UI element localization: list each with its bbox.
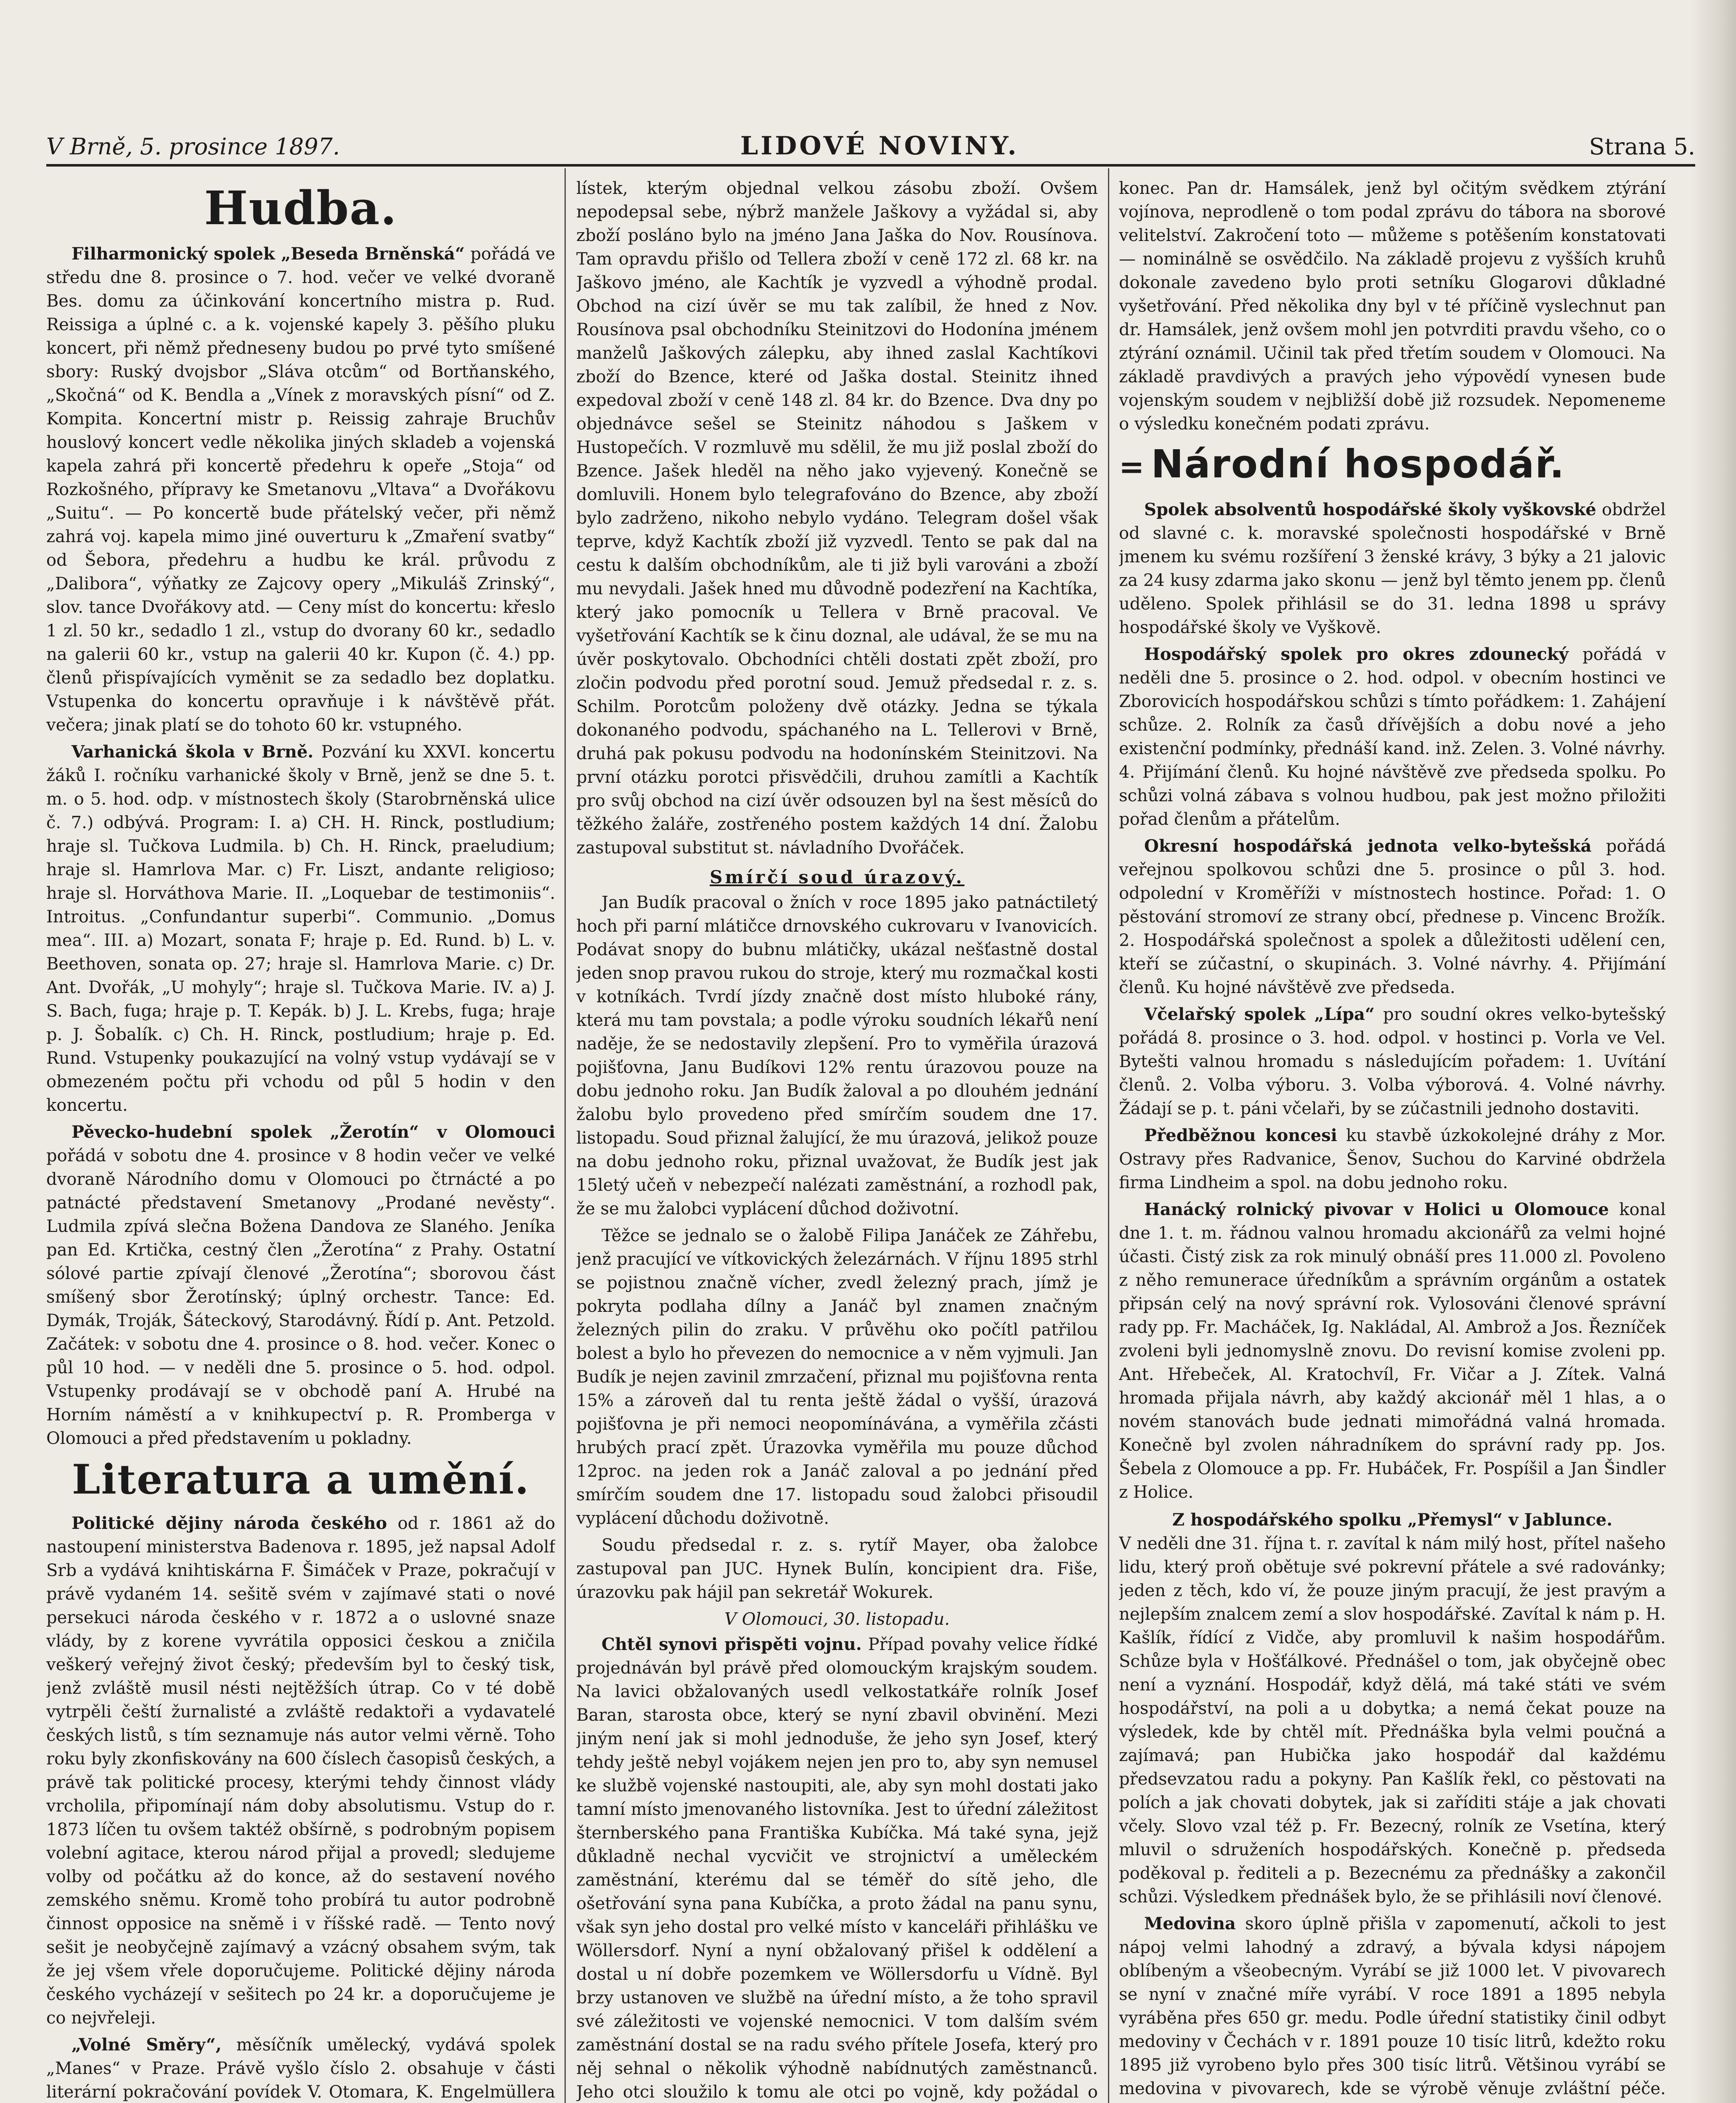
article-lead: Hanácký rolnický pivovar v Holici u Olomouce: [1144, 1200, 1609, 1219]
article-lead: Z hospodářského spolku „Přemysl“ v Jablunce.: [1172, 1510, 1613, 1530]
article: [1119, 834, 1666, 999]
article-lead: Včelařský spolek „Lípa“: [1144, 1004, 1375, 1024]
article-lead: Pěvecko-hudební spolek „Žerotín“ v Olomouci: [72, 1122, 555, 1142]
issue-date: V Brně, 5. prosince 1897.: [46, 133, 340, 160]
article-body: pro soudní okres velko-bytešský pořádá 8. prosince o 3. hod. odpol. v hostinci p. Vorla ve Vel. Bytešti valnou hromadu s následujícím pořadem: 1. Uvítání členů. 2. Volba výboru. 3. Volba výborová. 4. Volné návrhy. Žádají se p. t. páni včelaři, by se zúčastnili jednoho dostaviti.: [1119, 1005, 1666, 1118]
article-body: V neděli dne 31. října t. r. zavítal k nám milý host, přítel našeho lidu, který proň obětuje své pokrevní přátele a své radovánky; jeden z těch, kdo ví, že pouze jiným pracují, že jest pravým a nejlepším znalcem zemí a slov hospodářské. Zavítal k nám p. H. Kašlík, řídící z Vidče, aby promluvil k našim hospodářům. Schůze byla v Hošťálkové. Přednášel o tom, jak obyčejně obec není a vyznání. Hospodář, když dělá, má také státi ve svém hospodářství, na poli a u dobytka; a nemá čekat pouze na výsledek, kde by chtěl mít. Přednáška byla velmi poučná a zajímavá; pan Hubička jako hospodář dal každému předsevzatou radu a pokyny. Pan Kašlík řekl, co pěstovati na polích a jak chovati dobytek, jak si zaříditi stáje a jak chovati včely. Slovo vzal též p. Fr. Bezecný, rolník ze Vsetína, který mluvil o sdruženích hospodářských. Konečně p. předseda poděkoval p. řediteli a p. Bezecnému za přednášky a zakončil schůzi. Výsledkem přednášek bylo, že se přihlásili noví členové.: [1119, 1534, 1666, 1907]
article-body: pořádá veřejnou spolkovou schůzi dne 5. prosince o půl 3. hod. odpolední v Kroměříži v místnostech hostince. Pořad: 1. O pěstování stromoví ze strany obcí, přednese p. Vincenc Brožík. 2. Hospodářská společnost a spolek a důležitosti udělení cen, kteří se zúčastní, o skupinách. 3. Volné návrhy. 4. Přijímání členů. Ku hojné návštěvě zve předseda.: [1119, 837, 1666, 997]
article: [1119, 1508, 1666, 1909]
article-body: od r. 1861 až do nastoupení ministerstva Badenova r. 1895, jež napsal Adolf Srb a vydává knihtiskárna F. Šimáček v Praze, pokračují v právě vydaném 14. sešitě svém v zajímavé stati o nové persekuci národa českého v r. 1872 a o uslovné snaze vlády, by z korene vyvrátila opposici českou a zničila veškerý veřejný život český; především byl to český tisk, jenž zvláště musil nésti nejtěžších útrap. Co v té době vytrpěli čeští žurnalisté a zvláště redaktoři a vydavatelé českých listů, s tím seznamuje nás autor velmi věrně. Toho roku byly zkonfiskovány na 600 číslech časopisů českých, a právě tak politické procesy, kterými tehdy činnost vlády vrcholila, připomínají nám doby absolutismu. Vstup do r. 1873 líčen tu ovšem taktéž obšírně, s podrobným popisem volební agitace, kterou národ přijal a provedl; sledujeme volby od počátku až do konce, až do sestavení nového zemského sněmu. Kromě toho probírá tu autor podrobně činnost opposice na sněmě i v říšské radě. — Tento nový sešit je neobyčejně zajímavý a vzácný obsahem svým, tak že jej všem vřele doporučujeme. Politické dějiny národa českého vycházejí v sešitech po 24 kr. a doporučujeme je co nejvřeleji.: [46, 1514, 555, 2028]
article-lead: Okresní hospodářská jednota velko-bytešská: [1144, 836, 1592, 856]
column-divider: [565, 168, 566, 2103]
column-3: [1119, 177, 1666, 2103]
article: [1119, 1003, 1666, 1120]
article: [1119, 1124, 1666, 1195]
article: [1119, 643, 1666, 831]
article: [1119, 1912, 1666, 2103]
column-1: [46, 177, 555, 2103]
article-lead: Chtěl synovi přispěti vojnu.: [602, 1634, 862, 1654]
article-body: Případ povahy velice řídké projednáván byl právě před olomouckým krajským soudem. Na lavici obžalovaných usedl velkostatkáře rolník Josef Baran, starosta obce, který se nyní zbavil obvinění. Mezi jiným není jak si mohl jednoduše, že jeho syn Josef, který tehdy ještě nebyl vojákem nejen jen pro to, aby syn nemusel ke službě vojenské nastoupiti, ale, aby syn mohl dostati jako tamní místo jmenovaného listovníka. Jest to úřední záležitost šternberského pana Františka Kubíčka. Má také syna, jejž důkladně nechal vycvičit ve strojnictví a uměleckém zaměstnání, kterému dal se téměř do sítě jeho, dle ošetřování syna pana Kubíčka, a proto žádal na panu synu, však syn jeho dostal pro velké místo v kanceláři přihlášku ve Wöllersdorf. Nyní a nyní obžalovaný přišel k oddělení a dostal u ní dobře pozemkem ve Wöllersdorfu u Vídně. Byl brzy ustanoven ve službě na úřední místo, a že toho spravil své záležitosti ve vojenské nemocnici. V tom dalším svém zaměstnání dostal se na radu svého přítele Josefa, který pro něj sehnal o několik výhodně nabídnutých zaměstnanců. Jeho otci sloužilo k tomu ale otci po vojně, kdy požádal o: [576, 1635, 1098, 2102]
article-continuation: lístek, kterým objednal velkou zásobu zboží. Ovšem nepodepsal sebe, nýbrž manžele Jaškovy a vyžádal si, aby zboží posláno bylo na jméno Jana Jaška do Nov. Rousínova. Tam opravdu přišlo od Tellera zboží v ceně 172 zl. 68 kr. na Jaškovo jméno, ale Kachtík je vyzvedl a výhodně prodal. Obchod na cizí úvěr se mu tak zalíbil, že hned z Nov. Rousínova psal obchodníku Steinitzovi do Hodonína jménem manželů Jaškových zálepku, aby ihned zaslal Kachtíkovi zboží do Bzence, které od Jaška dostal. Steinitz ihned expedoval zboží v ceně 148 zl. 84 kr. do Bzence. Dva dny po objednávce sešel se Steinitz náhodou s Jaškem v Hustopečích. V rozmluvě mu sdělil, že mu již poslal zboží do Bzence. Jašek hleděl na něho jako vyjevený. Konečně se domluvili. Honem bylo telegrafováno do Bzence, aby zboží bylo zadrženo, nikoho nebylo vydáno. Telegram došel však teprve, když Kachtík zboží již vyzvedl. Tento se pak dal na cestu k dalším obchodníkům, ale ti již byli varováni a zboží mu nevydali. Jašek hned mu důvodně podezření na Kachtíka, který jako pomocník u Tellera v Brně pracoval. Ve vyšetřování Kachtík se k činu doznal, ale udával, že se mu na úvěr poskytovalo. Obchodníci chtěli dostati zpět zboží, pro zločin podvodu před porotní soud. Jemuž předsedal r. z. s. Schilm. Porotcům položeny dvě otázky. Jedna se týkala dokonaného podvodu, spáchaného na L. Tellerovi v Brně, druhá pak pokusu podvodu na hodonínském Steinitzovi. Na první otázku porotci přisvědčili, druhou zamítli a Kachtík pro svůj obchod na cizí úvěr odsouzen byl na šest měsíců do těžkého žaláře, zostřeného postem každých 14 dní. Žalobu zastupoval substitut st. návladního Dvořáček.: [576, 179, 1098, 858]
article-lead: Předběžnou koncesi: [1144, 1126, 1337, 1145]
dateline: V Olomouci, 30. listopadu.: [724, 1610, 950, 1629]
article-lead: Hospodářský spolek pro okres zdounecký: [1144, 644, 1569, 664]
article-body: pořádá ve středu dne 8. prosince o 7. hod. večer ve velké dvoraně Bes. domu za účinkování koncertního mistra p. Rud. Reissiga a úplné c. a k. vojenské kapely 3. pěšího pluku koncert, při němž předneseny budou po prvé tyto smíšené sbory: Ruský dvojsbor „Sláva otcům“ od Bortňanského, „Skočná“ od K. Bendla a „Vínek z moravských písní“ od Z. Kompita. Koncertní mistr p. Reissig zahraje Bruchův houslový koncert vedle několika jiných skladeb a vojenská kapela zahrá při koncertě předehru k opeře „Stoja“ od Rozkošného, přípravy ke Smetanovu „Vltava“ a Dvořákovu „Suitu“. — Po koncertě bude přátelský večer, při němž zahrá voj. kapela mimo jiné ouverturu k „Zmaření svatby“ od Šebora, předehru a hudbu ke král. průvodu z „Dalibora“, výňatky ze Zajcovy opery „Mikuláš Zrinský“, slov. tance Dvořákovy atd. — Ceny míst do koncertu: křeslo 1 zl. 50 kr., sedadlo 1 zl., vstup do dvorany 60 kr., sedadlo na galerii 60 kr., vstup na galerii 40 kr. Kupon (č. 4.) pp. členů přispívajících vyměnit se za sedadlo bez doplatku. Vstupenka do koncertu opravňuje i k návštěvě přát. večera; jinak platí se do tohoto 60 kr. vstupného.: [46, 244, 555, 735]
article: Soudu předsedal r. z. s. rytíř Mayer, oba žalobce zastupoval pan JUC. Hynek Bulín, koncipient dra. Fiše, úrazovku pak hájil pan sekretář Wokurek.: [576, 1536, 1098, 1602]
column-divider: [1108, 168, 1109, 2103]
article: [1119, 498, 1666, 639]
article-headline: Smírčí soud úrazový.: [710, 867, 965, 887]
article-body: ku stavbě úzkokolejné dráhy z Mor. Ostravy přes Radvanice, Šenov, Suchou do Karviné obdržela firma Lindheim a spol. na dobu jednoho roku.: [1119, 1126, 1666, 1192]
article: [46, 2033, 555, 2103]
article-body: konal dne 1. t. m. řádnou valnou hromadu akcionářů za velmi hojné účasti. Čistý zisk za rok minulý obnáší pres 11.000 zl. Povoleno z něho remunerace úředníkům a správním orgánům a ostatek připsán celý na nový správní rok. Vylosováni členové správní rady pp. Fr. Macháček, Ig. Nakládal, Al. Ambrož a Jos. Řezníček zvoleni byli jednomyslně znovu. Do revisní komise zvoleni pp. Ant. Hřebeček, Al. Kratochvíl, Fr. Vičar a J. Zítek. Valná hromada přijala návrh, aby každý akcionář měl 1 hlas, a o novém stanovách bude jednati mimořádná valná hromada. Konečně byl zvolen náhradníkem do správní rady pp. Jos. Šebela z Olomouce a pp. Fr. Hubáček, Fr. Pospíšil a Jan Šindler z Holice.: [1119, 1200, 1666, 1502]
page-edge-shadow: [1690, 0, 1736, 2103]
section-title-hudba: Hudba.: [204, 181, 398, 235]
article-lead: Filharmonický spolek „Beseda Brněnská“: [72, 244, 465, 264]
newspaper-title: LIDOVÉ NOVINY.: [740, 131, 1019, 161]
section-title-text: Národní hospodář.: [1151, 442, 1565, 487]
article-body: pořádá v sobotu dne 4. prosince v 8 hodin večer ve velké dvoraně Národního domu v Olomouci po čtrnácté a po patnácté představení Smetanovy „Prodané nevěsty“. Ludmila zpívá slečna Božena Dandova ze Slaného. Jeníka pan Ed. Krtička, cestný člen „Žerotína“ z Prahy. Ostatní sólové partie zpívají členové „Žerotína“; sborovou část smíšený sbor Žerotínský; úplný orchestr. Tance: Ed. Dymák, Troják, Šáteckový, Starodávný. Řídí p. Ant. Petzold. Začátek: v sobotu dne 4. prosince o 8. hod. večer. Konec o půl 10 hod. — v neděli dne 5. prosince o 5. hod. odpol. Vstupenky prodávají se v obchodě paní A. Hrubé na Horním náměstí a v knihkupectví p. R. Promberga v Olomouci a před představením u pokladny.: [46, 1146, 555, 1448]
article: [46, 1512, 555, 2030]
article-lead: Politické dějiny národa českého: [72, 1513, 387, 1533]
article-body: pořádá v neděli dne 5. prosince o 2. hod. odpol. v obecním hostinci ve Zborovicích hospodářskou schůzi s tímto pořádkem: 1. Zahájení schůze. 2. Rolník za časů dřívějších a dobu nové a jeho existenční podmínky, přednáší kand. inž. Zelen. 3. Volné návrhy. 4. Přijímání členů. Ku hojné návštěvě zve předseda spolku. Po schůzi volná zábava s volnou hudbou, pak jest možno přiložiti pořad členům a přátelům.: [1119, 645, 1666, 829]
page-number: Strana 5.: [1589, 133, 1695, 160]
article: [46, 1120, 555, 1450]
article-body: měsíčník umělecký, vydává spolek „Manes“ v Praze. Právě vyšlo číslo 2. obsahuje v části literární pokračování povídek V. Otomara, K. Engelmüllera: [46, 2035, 555, 2102]
article-body: Pozvání ku XXVI. koncertu žáků I. ročníku varhanické školy v Brně, jenž se dne 5. t. m. o 5. hod. odp. v místnostech školy (Starobrněnská ulice č. 7.) odbývá. Program: I. a) CH. H. Rinck, postludium; hraje sl. Tučkova Ludmila. b) Ch. H. Rinck, praeludium; hraje sl. Hamrlova Mar. c) Fr. Liszt, andante religioso; hraje sl. Horváthova Marie. II. „Loquebar de testimoniis“. Introitus. „Confundantur superbi“. Communio. „Domus mea“. III. a) Mozart, sonata F; hraje p. Ed. Rund. b) L. v. Beethoven, sonata op. 27; hraje sl. Hamrlova Marie. c) Dr. Ant. Dvořák, „U mohyly“; hraje sl. Tučkova Marie. IV. a) J. S. Bach, fuga; hraje p. T. Kepák. b) J. L. Krebs, fuga; hraje p. J. Šobalík. c) Ch. H. Rinck, postludium; hraje p. Ed. Rund. Vstupenky poukazující na volný vstup vydávají se v obmezeném počtu při vchodu od půl 5 hodin v den koncertu.: [46, 742, 555, 1115]
article-lead: Varhanická škola v Brně.: [72, 742, 314, 762]
article: [1119, 1198, 1666, 1504]
article: Jan Budík pracoval o žních v roce 1895 jako patnáctiletý hoch při parní mlátičce drnovského cukrovaru v Ivanovicích. Podávat snopy do bubnu mlátičky, ukázal nešťastně dostal jeden snop pravou rukou do stroje, který mu rozmačkal kosti v kotníkách. Tvrdí jízdy značně dost místo hluboké rány, která mu tam povstala; a podle výroku soudních lékařů není naděje, že se nedostavily zlepšení. Pro to vyměřila úrazová pojišťovna, Janu Budíkovi 12% rentu úrazovou pouze na dobu jednoho roku. Jan Budík žaloval a po dlouhém jednání žalobu bylo provedeno před smírčím soudem dne 17. listopadu. Soud přiznal žalující, že mu úrazová, jelikož pouze na dobu jednoho roku, přiznal uvažovat, že Budík jest jak 15letý učeň v nebezpečí nalézati zaměstnání, a rozhodl pak, že se mu žalobci vyplácení důchod doživotní.: [576, 893, 1098, 1218]
article-body: obdržel od slavné c. k. moravské společnosti hospodářské v Brně jmenem ku svému rozšíření 3 ženské krávy, 3 býky a 21 jalovic za 24 kusy zdarma jako skonu — jenž byl těmto jenem pp. členů uděleno. Spolek přihlásil se do 31. ledna 1898 u správy hospodářské školy ve Vyškově.: [1119, 500, 1666, 637]
article: Těžce se jednalo se o žalobě Filipa Janáček ze Záhřebu, jenž pracující ve vítkovických železárnách. V říjnu 1895 strhl se pojistnou značně vícher, zvedl železný prach, jímž je pokryta podlaha dílny a Janáč byl znamen značným železných pilin do zraku. V průvěhu oko počítl patřilou bolest a bylo ho převezen do nemocnice a v něm vyjmuli. Jan Budík je nejen zavinil zmrzačení, přiznal mu pojišťovna renta 15% a zároveň dal tu renta ještě žádal o vyšší, úrazová pojišťovna je při nemoci neopomínávána, a vyměřila zčásti hrubých prací zpět. Úrazovka vyměřila mu pouze důchod 12proc. na jeden rok a Janáč zaloval a po jednání před smírčím soudem dne 17. listopadu soud žalobci přisoudil vyplácení důchodu doživotně.: [576, 1226, 1098, 1528]
column-2: [576, 177, 1098, 2103]
section-title-literatura: Literatura a umění.: [72, 1456, 530, 1503]
article-body: skoro úplně přišla v zapomenutí, ačkoli to jest nápoj velmi lahodný a zdravý, a bývala kdysi nápojem oblíbeným a všeobecným. Vyrábí se již 1000 let. V pivovarech se nyní v značné míře vyrábí. V roce 1891 a 1895 nebyla vyráběna přes 650 gr. medu. Podle úřední statistiky činil odbyt medoviny v Čechách v r. 1891 pouze 10 tisíc litrů, kdežto roku 1895 již vyrobeno bylo přes 300 tisíc litrů. Většinou vyrábí se medovina v pivovarech, kde se výrobě věnuje zvláštní péče.: [1119, 1914, 1666, 2098]
article: [46, 242, 555, 737]
article-continuation: konec. Pan dr. Hamsálek, jenž byl očitým svědkem ztýrání vojínova, neprodleně o tom podal zprávu do tábora na sborové velitelství. Zakročení toto — můžeme s potěšením konstatovati — nominálně se osvědčilo. Na základě projevu z vyšších kruhů dokonale zavedeno bylo proti setníku Glogarovi důkladné vyšetřování. Před několika dny byl v té příčině vyslechnut pan dr. Hamsálek, jenž ovšem mohl jen potvrditi pravdu všeho, co o ztýrání oznámil. Učinil tak před třetím soudem v Olomouci. Na základě pravdivých a pravých jeho výpovědí vynesen bude vojenským soudem v nejbližší době již rozsudek. Nepomeneme o výsledku konečném podati zprávu.: [1119, 179, 1666, 434]
section-bullet-icon: =: [1119, 449, 1145, 485]
section-title-narodni-hospodar: [1119, 440, 1666, 491]
masthead: [46, 126, 1695, 167]
article-lead: Spolek absolventů hospodářské školy vyškovské: [1144, 500, 1596, 519]
article: [46, 740, 555, 1117]
article-lead: „Volné Směry“,: [72, 2035, 222, 2055]
article: [576, 1633, 1098, 2103]
article-lead: Medovina: [1144, 1914, 1236, 1933]
